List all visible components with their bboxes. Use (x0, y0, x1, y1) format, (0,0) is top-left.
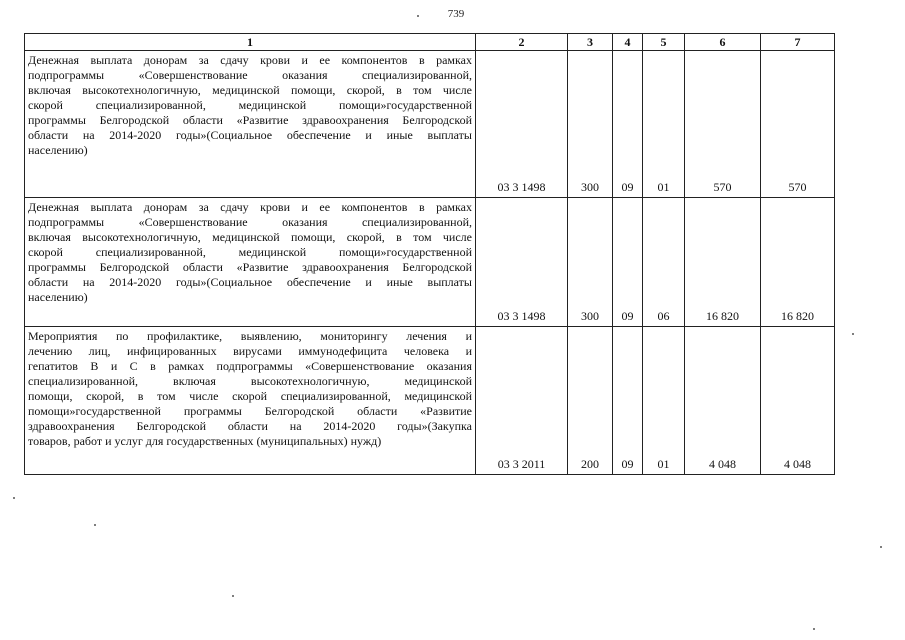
column-header: 1 (25, 34, 476, 51)
description-line: программы Белгородской области «Развитие здравоохранения Белгородской (28, 113, 472, 127)
description-line: включая высокотехнологичную, медицинской помощи, скорой, в том числе (28, 230, 472, 244)
subsection-cell: 01 (643, 51, 685, 198)
description-line: скорой специализированной, медицинской помощи»государственной (28, 98, 472, 112)
amount-cell: 4 048 (685, 327, 761, 475)
description-line: скорой специализированной, медицинской помощи»государственной (28, 245, 472, 259)
subsection-cell: 06 (643, 198, 685, 327)
column-header: 3 (568, 34, 613, 51)
amount-cell: 4 048 (761, 327, 835, 475)
column-header: 6 (685, 34, 761, 51)
scan-speck (13, 497, 15, 499)
amount-cell: 16 820 (761, 198, 835, 327)
expense-type-cell: 200 (568, 327, 613, 475)
description-line: Денежная выплата донорам за сдачу крови и ее компонентов в рамках (28, 53, 472, 67)
description-line: области на 2014-2020 годы»(Социальное обеспечение и иные выплаты (28, 275, 472, 289)
scan-speck (94, 524, 96, 526)
table-row (25, 327, 835, 475)
budget-table (24, 33, 835, 475)
column-header: 2 (476, 34, 568, 51)
budget-code-cell: 03 3 1498 (476, 198, 568, 327)
scan-speck (232, 595, 234, 597)
row-description (25, 198, 476, 327)
section-cell: 09 (613, 327, 643, 475)
description-line: лечению лиц, инфицированных вирусами иммунодефицита человека и (28, 344, 472, 358)
scan-speck (880, 546, 882, 548)
budget-code-cell: 03 3 2011 (476, 327, 568, 475)
scan-speck (813, 628, 815, 630)
description-line: Денежная выплата донорам за сдачу крови и ее компонентов в рамках (28, 200, 472, 214)
description-line: здравоохранения Белгородской области на 2014-2020 годы»(Закупка (28, 419, 472, 433)
amount-cell: 570 (761, 51, 835, 198)
description-line: подпрограммы «Совершенствование оказания специализированной, (28, 215, 472, 229)
table-row (25, 51, 835, 198)
description-line: включая высокотехнологичную, медицинской помощи, скорой, в том числе (28, 83, 472, 97)
amount-cell: 16 820 (685, 198, 761, 327)
row-description (25, 327, 476, 475)
page-number: 739 (447, 8, 465, 20)
description-line: помощи»государственной программы Белгородской области «Развитие (28, 404, 472, 418)
description-line: товаров, работ и услуг для государственных (муниципальных) нужд) (28, 434, 382, 448)
description-line: Мероприятия по профилактике, выявлению, мониторингу лечения и (28, 329, 472, 343)
amount-cell: 570 (685, 51, 761, 198)
column-header: 4 (613, 34, 643, 51)
description-line: помощи, скорой, в том числе скорой специализированной, медицинской (28, 389, 472, 403)
description-line: гепатитов В и С в рамках подпрограммы «Совершенствование оказания (28, 359, 472, 373)
row-description (25, 51, 476, 198)
section-cell: 09 (613, 51, 643, 198)
subsection-cell: 01 (643, 327, 685, 475)
description-line: области на 2014-2020 годы»(Социальное обеспечение и иные выплаты (28, 128, 472, 142)
description-line: подпрограммы «Совершенствование оказания специализированной, (28, 68, 472, 82)
description-line: населению) (28, 290, 88, 304)
scan-speck (852, 333, 854, 335)
table-row (25, 198, 835, 327)
section-cell: 09 (613, 198, 643, 327)
description-line: населению) (28, 143, 88, 157)
description-line: специализированной, включая высокотехнологичную, медицинской (28, 374, 472, 388)
column-header: 5 (643, 34, 685, 51)
budget-code-cell: 03 3 1498 (476, 51, 568, 198)
expense-type-cell: 300 (568, 51, 613, 198)
scan-speck (417, 15, 419, 17)
description-line: программы Белгородской области «Развитие здравоохранения Белгородской (28, 260, 472, 274)
column-header: 7 (761, 34, 835, 51)
expense-type-cell: 300 (568, 198, 613, 327)
table-header-row (25, 34, 835, 51)
